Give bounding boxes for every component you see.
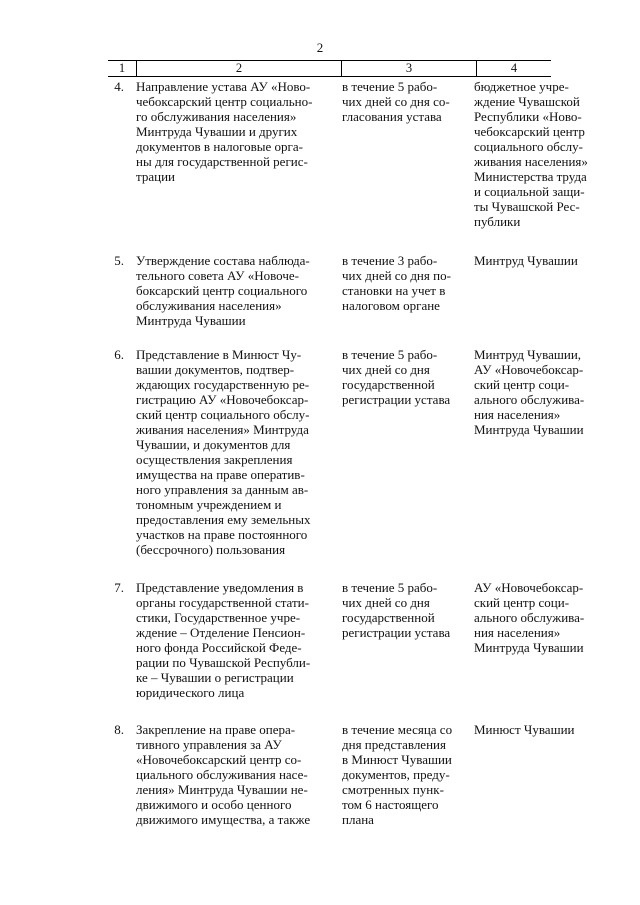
row-term: в течение 5 рабо- чих дней со дня со- гласования устава [342,79,450,124]
row-action: Утверждение состава наблюда- тельного совета АУ «Новоче- боксарский центр социального обслуживания населения» Минтруда Чувашии [136,253,310,328]
header-col-2: 2 [136,61,341,76]
row-term: в течение 5 рабо- чих дней со дня государственной регистрации устава [342,347,451,407]
row-action: Представление уведомления в органы государственной стати- стики, Государственное учре- ждение – Отделение Пенсион- ного фонда Российской Феде- рации по Чувашской Республи- ке – Чувашии о регистрации юридического лица [136,580,311,700]
row-action: Представление в Минюст Чу- вашии документов, подтвер- ждающих государственную ре- гистрацию АУ «Новочебоксар- ский центр социального обслу- живания населения» Минтруда Чувашии, и документов для осуществления закрепления имущества на праве оператив- ного управления за данным ав- тономным учреждением и предоставления ему земельных участков на праве постоянного (бессрочного) пользования [136,347,311,557]
row-action: Закрепление на праве опера- тивного управления за АУ «Новочебоксарский центр со- циального обслуживания насе- ления» Минтруда Чувашии не- движимого и особо ценного движимого имущества, а также [136,722,311,827]
row-number: 4. [114,79,124,94]
header-col-4: 4 [476,61,551,76]
row-number: 8. [114,722,124,737]
row-executor: Минтруд Чувашии [474,253,578,268]
row-term: в течение 5 рабо- чих дней со дня государственной регистрации устава [342,580,451,640]
row-term: в течение месяца со дня представления в Минюст Чувашии документов, преду- смотренных пунк- том 6 настоящего плана [342,722,453,827]
row-number: 7. [114,580,124,595]
row-term: в течение 3 рабо- чих дней со дня по- становки на учет в налоговом органе [342,253,451,313]
row-executor: Минтруд Чувашии, АУ «Новочебоксар- ский центр соци- ального обслужива- ния населения» Минтруда Чувашии [474,347,585,437]
row-action: Направление устава АУ «Ново- чебоксарский центр социально- го обслуживания населения» Минтруда Чувашии и других документов в налоговые орга- ны для государственной регис- трации [136,79,313,184]
row-number: 5. [114,253,124,268]
row-number: 6. [114,347,124,362]
row-executor: бюджетное учре- ждение Чувашской Республики «Ново- чебоксарский центр социального обслу- живания населения» Министерства труда и социальной защи- ты Чувашской Рес- публики [474,79,588,229]
table-header [108,60,551,77]
page-number: 2 [316,40,324,55]
header-col-1: 1 [118,61,126,75]
header-col-3: 3 [341,61,476,76]
row-executor: Минюст Чувашии [474,722,575,737]
row-executor: АУ «Новочебоксар- ский центр соци- ального обслужива- ния населения» Минтруда Чувашии [474,580,585,655]
